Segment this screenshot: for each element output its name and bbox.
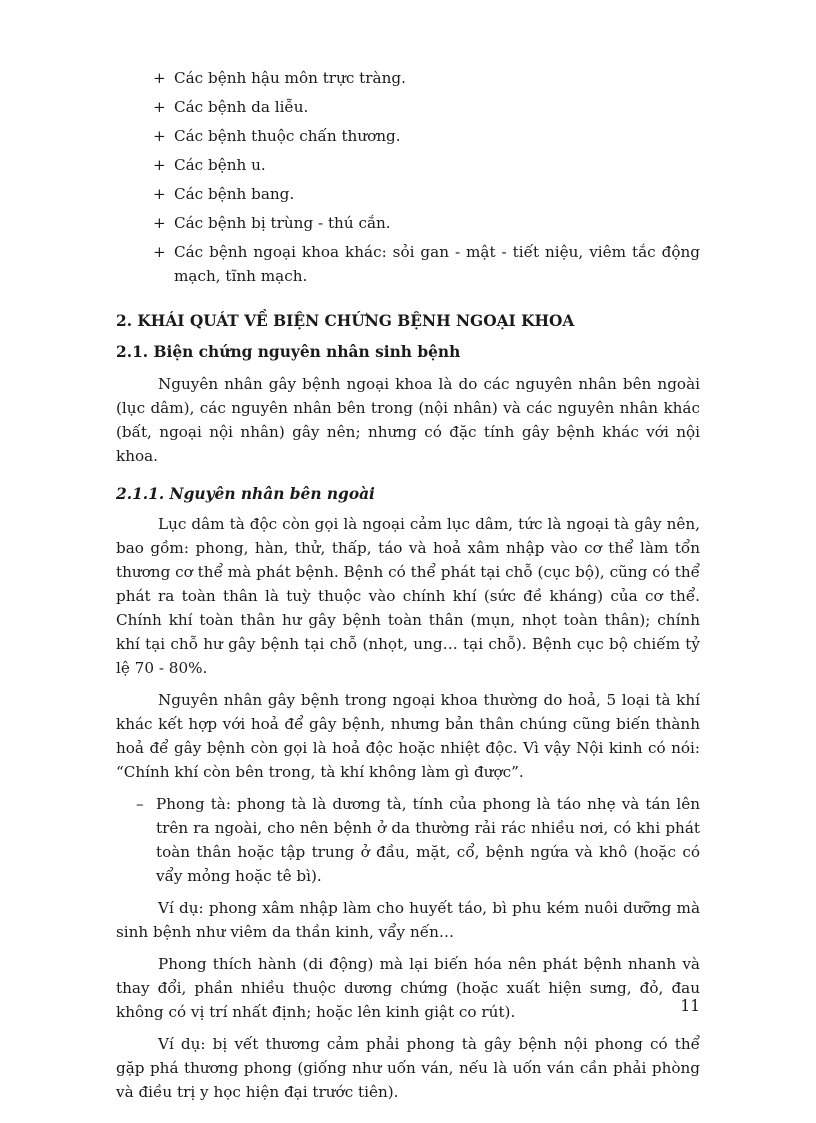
list-item-text: Các bệnh bang. bbox=[174, 185, 295, 203]
list-item bbox=[116, 182, 700, 206]
list-item bbox=[116, 124, 700, 148]
paragraph-wind-movement: Phong thích hành (di động) mà lại biến hóa nên phát bệnh nhanh và thay đổi, phần nhiều thuộc dương chứng (hoặc xuất hiện sưng, đỏ, đau không có vị trí nhất định; hoặc lên kinh giật co rút). bbox=[116, 955, 700, 1021]
paragraph-example-2: Ví dụ: bị vết thương cảm phải phong tà gây bệnh nội phong có thể gặp phá thương phong (giống như uốn ván, nếu là uốn ván cần phải phòng và điều trị y học hiện đại trước tiên). bbox=[116, 1035, 700, 1101]
dash-bullet-marker: – bbox=[136, 795, 144, 813]
plus-bullet-marker: + bbox=[153, 98, 166, 116]
plus-bullet-marker: + bbox=[153, 69, 166, 87]
dash-list-item bbox=[116, 792, 700, 888]
list-item-text: Các bệnh da liễu. bbox=[174, 98, 309, 116]
plus-bullet-marker: + bbox=[153, 156, 166, 174]
intro-paragraph: Nguyên nhân gây bệnh ngoại khoa là do các nguyên nhân bên ngoài (lục dâm), các nguyên nhân bên trong (nội nhân) và các nguyên nhân khác (bất, ngoại nội nhân) gây nên; nhưng có đặc tính gây bệnh khác với nội khoa. bbox=[116, 375, 700, 465]
list-item bbox=[116, 211, 700, 235]
paragraph-external-causes: Lục dâm tà độc còn gọi là ngoại cảm lục dâm, tức là ngoại tà gây nên, bao gồm: phong, hàn, thử, thấp, táo và hoả xâm nhập vào cơ thể làm tổn thương cơ thể mà phát bệnh. Bệnh có thể phát tại chỗ (cục bộ), cũng có thể phát ra toàn thân là tuỳ thuộc vào chính khí (sức đề kháng) của cơ thể. Chính khí toàn thân hư gây bệnh toàn thân (mụn, nhọt toàn thân); chính khí tại chỗ hư gây bệnh tại chỗ (nhọt, ung… tại chỗ). Bệnh cục bộ chiếm tỷ lệ 70 - 80%. bbox=[116, 515, 700, 677]
list-item-text: Các bệnh thuộc chấn thương. bbox=[174, 127, 401, 145]
subsubsection-heading: 2.1.1. Nguyên nhân bên ngoài bbox=[116, 485, 375, 503]
page-number: 11 bbox=[680, 997, 700, 1015]
plus-bullet-marker: + bbox=[153, 185, 166, 203]
section-heading: 2. KHÁI QUÁT VỀ BIỆN CHỨNG BỆNH NGOẠI KHOA bbox=[116, 312, 575, 330]
plus-bullet-marker: + bbox=[153, 214, 166, 232]
plus-bullet-marker: + bbox=[153, 243, 166, 261]
dash-item-text: Phong tà: phong tà là dương tà, tính của phong là táo nhẹ và tán lên trên ra ngoài, cho nên bệnh ở da thường rải rác nhiều nơi, có khi phát toàn thân hoặc tập trung ở đầu, mặt, cổ, bệnh ngứa và khô (hoặc có vẩy mỏng hoặc tê bì). bbox=[156, 795, 700, 885]
list-item-text: Các bệnh u. bbox=[174, 156, 266, 174]
list-item-text: Các bệnh hậu môn trực tràng. bbox=[174, 69, 406, 87]
list-item bbox=[116, 95, 700, 119]
plus-bullet-marker: + bbox=[153, 127, 166, 145]
paragraph-example-1: Ví dụ: phong xâm nhập làm cho huyết táo, bì phu kém nuôi dưỡng mà sinh bệnh như viêm da thần kinh, vẩy nến… bbox=[116, 899, 700, 941]
list-item bbox=[116, 153, 700, 177]
list-item-text: Các bệnh bị trùng - thú cắn. bbox=[174, 214, 391, 232]
list-item-text: Các bệnh ngoại khoa khác: sỏi gan - mật - tiết niệu, viêm tắc động mạch, tĩnh mạch. bbox=[174, 243, 700, 285]
list-item bbox=[116, 66, 700, 90]
subsection-heading: 2.1. Biện chứng nguyên nhân sinh bệnh bbox=[116, 343, 461, 361]
disease-bullet-list bbox=[116, 66, 700, 288]
paragraph-fire-cause: Nguyên nhân gây bệnh trong ngoại khoa thường do hoả, 5 loại tà khí khác kết hợp với hoả để gây bệnh, nhưng bản thân chúng cũng biến thành hoả để gây bệnh còn gọi là hoả độc hoặc nhiệt độc. Vì vậy Nội kinh có nói: “Chính khí còn bên trong, tà khí không làm gì được”. bbox=[116, 691, 700, 781]
list-item bbox=[116, 240, 700, 288]
page-content bbox=[116, 66, 700, 1112]
